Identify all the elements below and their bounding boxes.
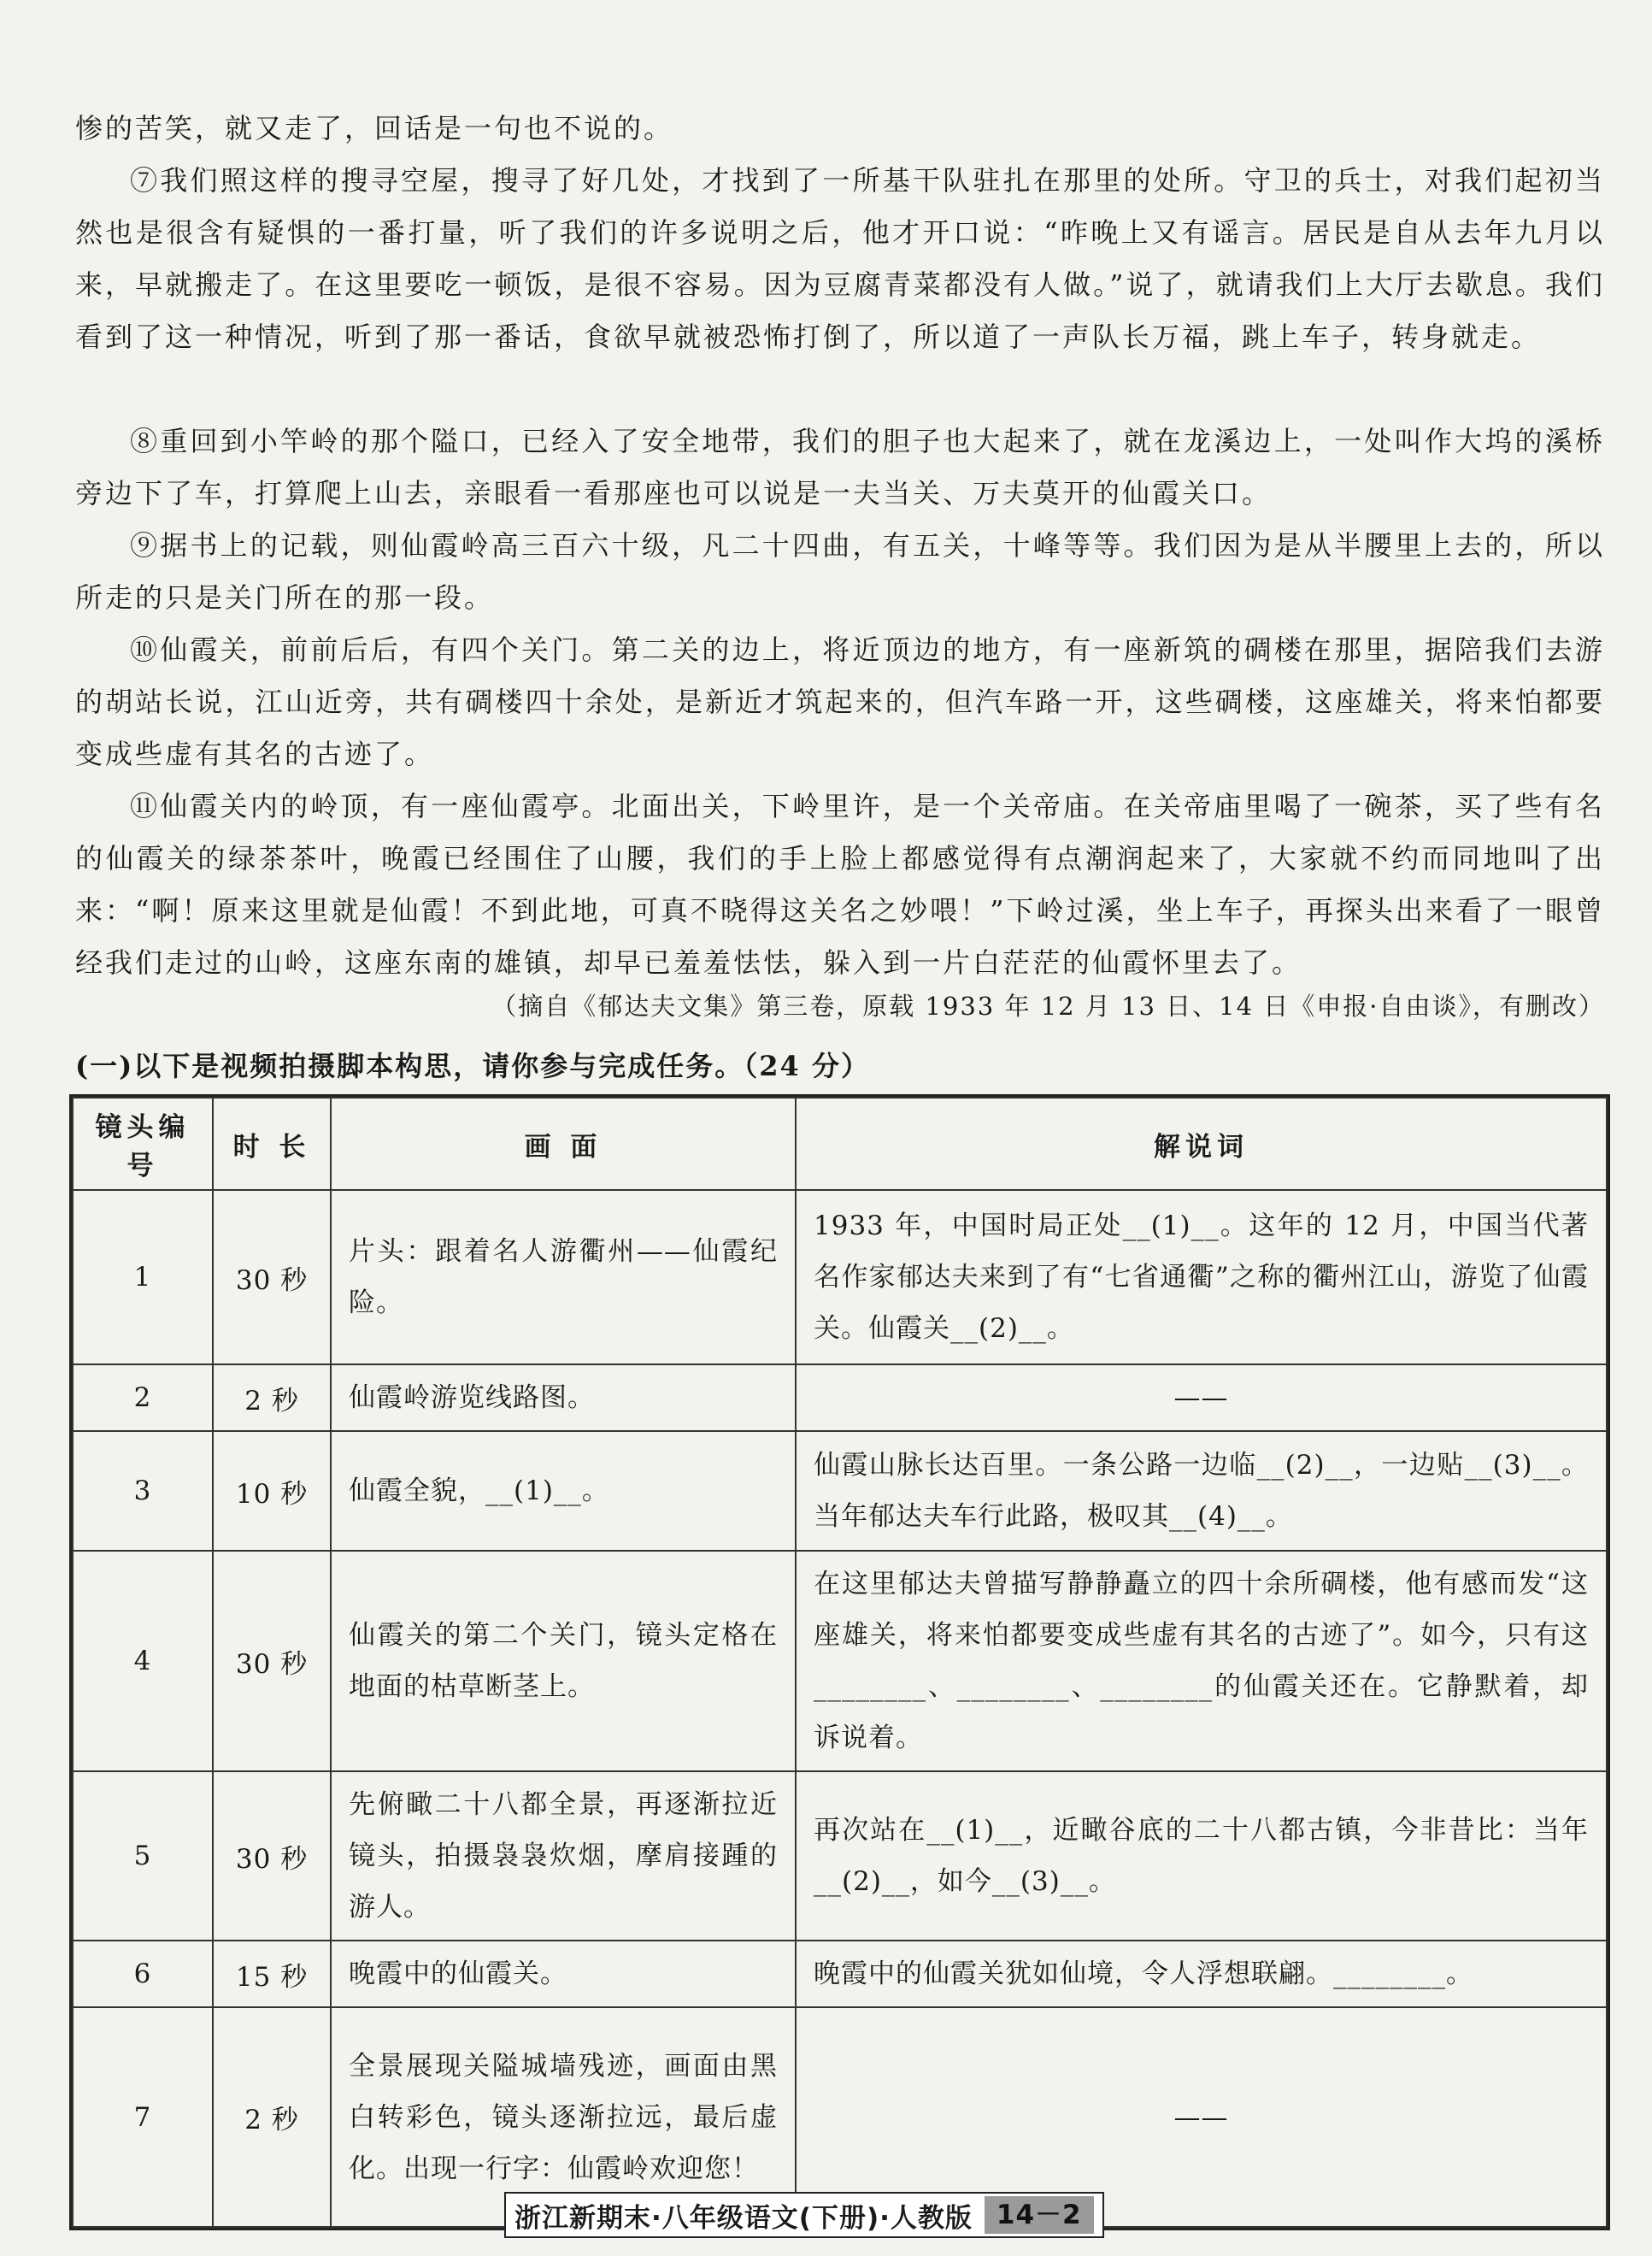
- shot-scene: 仙霞岭游览线路图。: [331, 1364, 796, 1431]
- table-row: [73, 1551, 1607, 1771]
- header-scene: 画 面: [331, 1098, 796, 1190]
- footer-title: 浙江新期末·八年级语文(下册)·人教版: [514, 2202, 973, 2234]
- table-row: [73, 1431, 1607, 1551]
- shot-duration: 15 秒: [213, 1941, 331, 2007]
- page-number: 14－2: [985, 2196, 1094, 2234]
- shot-scene: 全景展现关隘城墙残迹，画面由黑白转彩色，镜头逐渐拉远，最后虚化。出现一行字：仙霞岭欢迎您！: [331, 2007, 796, 2227]
- shot-narration: 在这里郁达夫曾描写静静矗立的四十余所碉楼，他有感而发“这座雄关，将来怕都要变成些虚有其名的古迹了”。如今，只有这________、________、________的仙霞关还在。它静默着，却诉说着。: [796, 1551, 1607, 1771]
- header-duration: 时 长: [213, 1098, 331, 1190]
- source-note: （摘自《郁达夫文集》第三卷，原载 1933 年 12 月 13 日、14 日《申报·自由谈》，有删改）: [491, 992, 1605, 1021]
- header-narration: 解说词: [796, 1098, 1607, 1190]
- empty-narration-dash: ——: [1173, 1382, 1229, 1413]
- shot-scene: 先俯瞰二十八都全景，再逐渐拉近镜头，拍摄袅袅炊烟，摩肩接踵的游人。: [331, 1771, 796, 1941]
- table-row: [73, 1364, 1607, 1431]
- shot-scene: 仙霞关的第二个关门，镜头定格在地面的枯草断茎上。: [331, 1551, 796, 1771]
- video-script-table: [72, 1097, 1608, 2228]
- table-row: [73, 1771, 1607, 1941]
- shot-narration: 仙霞山脉长达百里。一条公路一边临__(2)__，一边贴__(3)__。当年郁达夫车行此路，极叹其__(4)__。: [796, 1431, 1607, 1551]
- page-footer: [504, 2192, 1104, 2238]
- table-row: [73, 1190, 1607, 1364]
- shot-scene: 片头：跟着名人游衢州——仙霞纪险。: [331, 1190, 796, 1364]
- shot-narration: 再次站在__(1)__，近瞰谷底的二十八都古镇，今非昔比：当年__(2)__，如今__(3)__。: [796, 1771, 1607, 1941]
- table-row: [73, 1941, 1607, 2007]
- paragraph-8: ⑧重回到小竿岭的那个隘口，已经入了安全地带，我们的胆子也大起来了，就在龙溪边上，一处叫作大坞的溪桥旁边下了车，打算爬上山去，亲眼看一看那座也可以说是一夫当关、万夫莫开的仙霞关口。: [75, 425, 1605, 510]
- shot-number: 2: [73, 1364, 213, 1431]
- empty-narration-dash: ——: [1173, 2101, 1229, 2133]
- shot-scene: 仙霞全貌，__(1)__。: [331, 1431, 796, 1551]
- shot-duration: 2 秒: [213, 1364, 331, 1431]
- paragraph-10: ⑩仙霞关，前前后后，有四个关门。第二关的边上，将近顶边的地方，有一座新筑的碉楼在那里，据陪我们去游的胡站长说，江山近旁，共有碉楼四十余处，是新近才筑起来的，但汽车路一开，这些碉楼，这座雄关，将来怕都要变成些虚有其名的古迹了。: [75, 633, 1605, 770]
- shot-number: 4: [73, 1551, 213, 1771]
- shot-duration: 30 秒: [213, 1551, 331, 1771]
- shot-duration: 30 秒: [213, 1771, 331, 1941]
- shot-number: 3: [73, 1431, 213, 1551]
- shot-narration: 晚霞中的仙霞关犹如仙境，令人浮想联翩。________。: [796, 1941, 1607, 2007]
- shot-duration: 10 秒: [213, 1431, 331, 1551]
- shot-number: 1: [73, 1190, 213, 1364]
- shot-duration: 30 秒: [213, 1190, 331, 1364]
- table-header-row: [73, 1098, 1607, 1190]
- paragraph-11: ⑪仙霞关内的岭顶，有一座仙霞亭。北面出关，下岭里许，是一个关帝庙。在关帝庙里喝了一碗茶，买了些有名的仙霞关的绿茶茶叶，晚霞已经围住了山腰，我们的手上脸上都感觉得有点潮润起来了，大家就不约而同地叫了出来：“啊！原来这里就是仙霞！不到此地，可真不晓得这关名之妙喂！”下岭过溪，坐上车子，再探头出来看了一眼曾经我们走过的山岭，这座东南的雄镇，却早已羞羞怯怯，躲入到一片白茫茫的仙霞怀里去了。: [75, 790, 1605, 979]
- paragraph-continuation: 惨的苦笑，就又走了，回话是一句也不说的。: [75, 112, 674, 144]
- shot-number: 6: [73, 1941, 213, 2007]
- shot-number: 5: [73, 1771, 213, 1941]
- section-title: (一)以下是视频拍摄脚本构思，请你参与完成任务。（24 分）: [75, 1050, 870, 1082]
- shot-scene: 晚霞中的仙霞关。: [331, 1941, 796, 2007]
- header-shot-no: 镜头编号: [73, 1098, 213, 1190]
- shot-duration: 2 秒: [213, 2007, 331, 2227]
- paragraph-7: ⑦我们照这样的搜寻空屋，搜寻了好几处，才找到了一所基干队驻扎在那里的处所。守卫的兵士，对我们起初当然也是很含有疑惧的一番打量，听了我们的许多说明之后，他才开口说：“昨晚上又有谣言。居民是自从去年九月以来，早就搬走了。在这里要吃一顿饭，是很不容易。因为豆腐青菜都没有人做。”说了，就请我们上大厅去歇息。我们看到了这一种情况，听到了那一番话，食欲早就被恐怖打倒了，所以道了一声队长万福，跳上车子，转身就走。: [75, 164, 1605, 353]
- paragraph-9: ⑨据书上的记载，则仙霞岭高三百六十级，凡二十四曲，有五关，十峰等等。我们因为是从半腰里上去的，所以所走的只是关门所在的那一段。: [75, 529, 1605, 614]
- shot-number: 7: [73, 2007, 213, 2227]
- shot-narration: 1933 年，中国时局正处__(1)__。这年的 12 月，中国当代著名作家郁达夫来到了有“七省通衢”之称的衢州江山，游览了仙霞关。仙霞关__(2)__。: [796, 1190, 1607, 1364]
